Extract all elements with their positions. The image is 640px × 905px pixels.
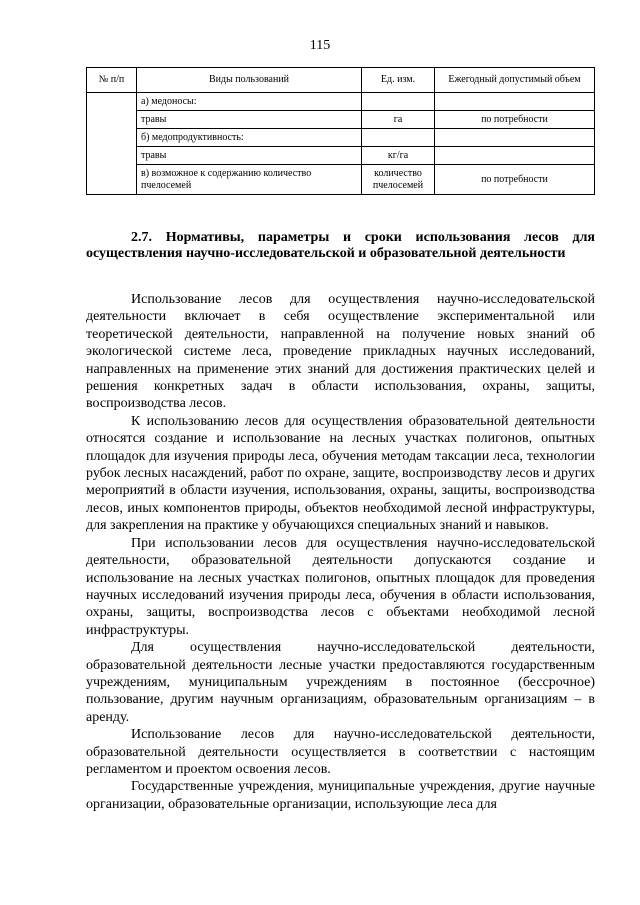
paragraph: При использовании лесов для осуществления научно-исследовательской деятельности, образовательной деятельности допускаются создание и использование на лесных участках полигонов, опытных площадок для проведения научных исследований изучения природы леса, обучения в области использования, охраны, защиты, воспроизводства лесов с объектами необходимой лесной инфраструктуры. <box>86 535 595 638</box>
paragraph: Государственные учреждения, муниципальные учреждения, другие научные организации, образовательные организации, использующие леса для <box>86 779 595 812</box>
section-number: 2.7. <box>131 230 152 245</box>
row-unit <box>362 93 435 111</box>
row-usage-type: а) медоносы: <box>137 93 362 111</box>
table-row <box>87 147 595 165</box>
row-unit: количество пчелосемей <box>362 165 435 195</box>
table-row <box>87 93 595 111</box>
row-volume <box>435 129 595 147</box>
table-header-row <box>87 68 595 93</box>
header-unit: Ед. изм. <box>362 68 435 93</box>
row-volume: по потребности <box>435 165 595 195</box>
table-row <box>87 165 595 195</box>
paragraph: Для осуществления научно-исследовательской деятельности, образовательной деятельности лесные участки предоставляются государственным учреждениям, муниципальным учреждениям в постоянное (бессрочное) пользование, другим научным организациям, образовательным организациям – в аренду. <box>86 640 595 725</box>
paragraph: К использованию лесов для осуществления образовательной деятельности относятся создание и использование на лесных участках полигонов, опытных площадок для изучения природы леса, обучения методам таксации леса, технологии рубок лесных насаждений, работ по охране, защите, воспроизводству лесов и других мероприятий в области изучения, использования, охраны, защиты, воспроизводства лесов, иных компонентов природы, объектов необходимой лесной инфраструктуры, для закрепления на практике у обучающихся специальных знаний и навыков. <box>86 413 595 534</box>
row-usage-type: травы <box>137 147 362 165</box>
body-text <box>86 291 595 813</box>
row-volume <box>435 147 595 165</box>
paragraph: Использование лесов для научно-исследовательской деятельности, образовательной деятельности осуществляется в соответствии с настоящим регламентом и проектом освоения лесов. <box>86 727 595 777</box>
row-unit: кг/га <box>362 147 435 165</box>
section-heading <box>86 230 595 262</box>
row-unit <box>362 129 435 147</box>
row-number-cell <box>87 93 137 195</box>
table-row <box>87 111 595 129</box>
header-usage-type: Виды пользований <box>137 68 362 93</box>
section-title: Нормативы, параметры и сроки использования лесов для осуществления научно-исследовательской и образовательной деятельности <box>86 230 595 261</box>
header-annual-volume: Ежегодный допустимый объем <box>435 68 595 93</box>
usage-table <box>86 67 595 195</box>
header-number: № п/п <box>87 68 137 93</box>
table-row <box>87 129 595 147</box>
paragraph: Использование лесов для осуществления научно-исследовательской деятельности включает в себя осуществление экспериментальной или теоретической деятельности, направленной на получение новых знаний об экологической системе леса, проведение прикладных научных исследований, направленных на применение этих знаний для достижения практических целей и решения конкретных задач в области использования, охраны, защиты, воспроизводства лесов. <box>86 292 595 412</box>
row-usage-type: в) возможное к содержанию количество пчелосемей <box>137 165 362 195</box>
row-unit: га <box>362 111 435 129</box>
row-usage-type: травы <box>137 111 362 129</box>
page-number: 115 <box>309 38 331 53</box>
row-volume <box>435 93 595 111</box>
row-volume: по потребности <box>435 111 595 129</box>
row-usage-type: б) медопродуктивность: <box>137 129 362 147</box>
